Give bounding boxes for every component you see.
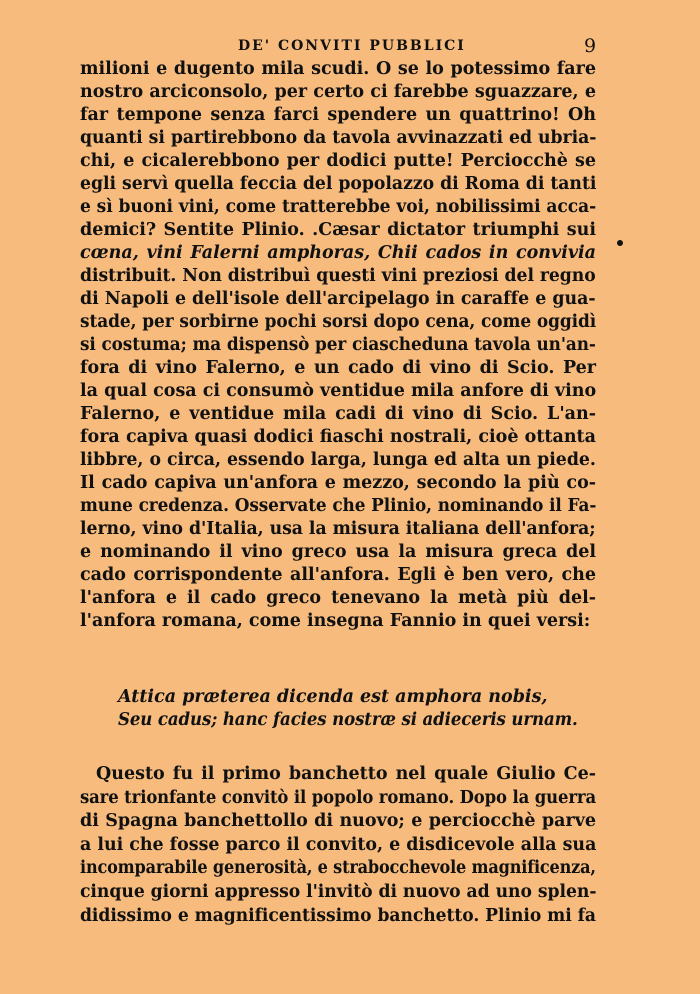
text-line: cado corrispondente all'anfora. Egli è ben vero, che: [80, 565, 596, 585]
running-head: [0, 36, 700, 58]
ink-speck: [617, 240, 623, 246]
text-line: cinque giorni appresso l'invitò di nuovo ad uno splen-: [80, 881, 597, 902]
running-title: DE' CONVITI PUBBLICI: [238, 38, 466, 54]
text-line: egli servì quella feccia del popolazzo di Roma di tanti: [80, 174, 597, 194]
text-line: Falerno, e ventidue mila cadi di vino di Scio. L'an-: [80, 404, 596, 424]
text-line: libbre, o circa, essendo larga, lunga ed alta un piede.: [80, 450, 596, 470]
text-line: sare trionfante convitò il popolo romano. Dopo la guerra: [80, 787, 596, 808]
text-line: fora capiva quasi dodici fiaschi nostrali, cioè ottanta: [80, 427, 596, 447]
text-line: lerno, vino d'Italia, usa la misura italiana dell'anfora;: [80, 519, 596, 539]
text-line: chi, e cicalerebbono per dodici putte! Perciocchè se: [80, 151, 596, 171]
text-line: distribuit. Non distribuì questi vini preziosi del regno: [80, 266, 596, 286]
text-line: didissimo e magnificentissimo banchetto. Plinio mi fa: [80, 905, 596, 926]
text-line: di Spagna banchettollo di nuovo; e perciocchè parve: [80, 811, 596, 832]
text-line: far tempone senza farci spendere un quattrino! Oh: [80, 105, 596, 125]
text-line: di Napoli e dell'isole dell'arcipelago in caraffe e gua-: [80, 289, 596, 309]
text-line: mune credenza. Osservate che Plinio, nominando il Fa-: [80, 496, 597, 516]
text-line: quanti si partirebbono da tavola avvinazzati ed ubria-: [80, 128, 597, 148]
text-line: stade, per sorbirne pochi sorsi dopo cena, come oggidì: [80, 312, 597, 332]
text-line: l'anfora romana, come insegna Fannio in quei versi:: [80, 611, 591, 631]
page-number: 9: [584, 35, 597, 57]
text-line: Questo fu il primo banchetto nel quale Giulio Ce-: [96, 764, 596, 784]
text-line: si costuma; ma dispensò per ciascheduna tavola un'an-: [80, 335, 596, 355]
text-line: nostro arciconsolo, per certo ci farebbe sguazzare, e: [80, 82, 596, 102]
verse-line: Seu cadus; hanc facies nostræ si adieceris urnam.: [118, 710, 578, 730]
text-line-latin: cœna, vini Falerni amphoras, Chii cados in convivia: [80, 243, 596, 263]
text-line: a lui che fosse parco il convito, e disdicevole alla sua: [80, 834, 597, 855]
verse-line: Attica prætereа dicenda est amphora nobis,: [118, 687, 548, 707]
continuation-text: [80, 763, 596, 928]
latin-verse-quote: [118, 685, 578, 731]
text-line: la qual cosa ci consumò ventidue mila anfore di vino: [80, 381, 597, 401]
text-line: incomparabile generosità, e strabocchevole magnificenza,: [80, 858, 596, 879]
text-line: Il cado capiva un'anfora e mezzo, secondo la più co-: [80, 473, 596, 493]
text-line: e sì buoni vini, come tratterebbe voi, nobilissimi acca-: [80, 197, 597, 217]
text-line: fora di vino Falerno, e un cado di vino di Scio. Per: [80, 358, 596, 378]
body-text: [80, 58, 596, 633]
text-line: l'anfora e il cado greco tenevano la metà più del-: [80, 588, 596, 608]
text-line: demici? Sentite Plinio. .Cæsar dictator triumphi sui: [80, 220, 596, 240]
text-line: milioni e dugento mila scudi. O se lo potessimo fare: [80, 59, 596, 79]
text-line: e nominando il vino greco usa la misura greca del: [80, 542, 596, 562]
